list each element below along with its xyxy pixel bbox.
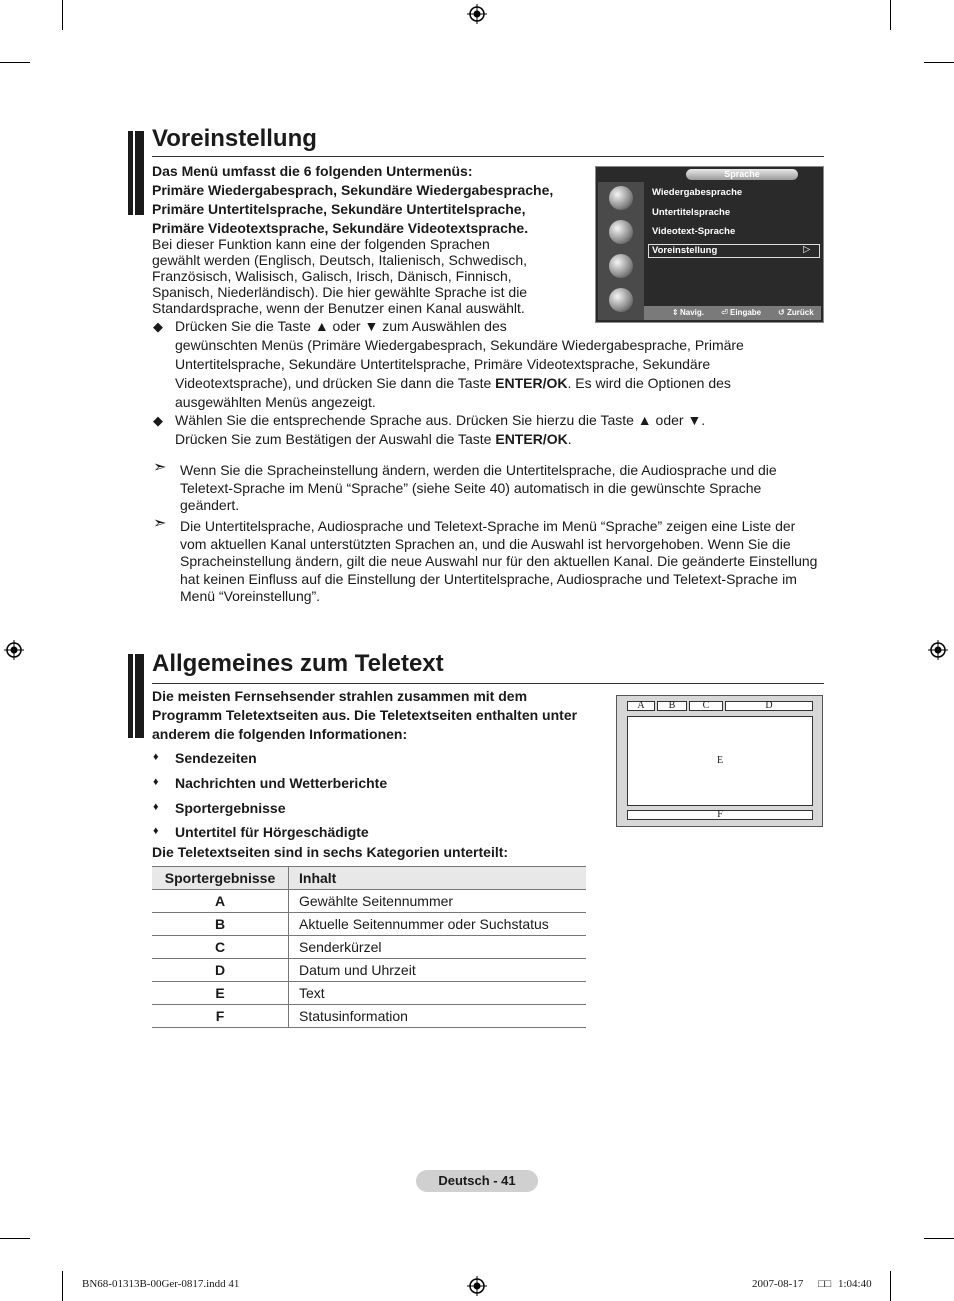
table-cell: E [152, 982, 289, 1005]
text-line: Französisch, Walisisch, Galisch, Irisch, Dänisch, Finnisch, [152, 268, 512, 284]
section-rule [152, 683, 824, 684]
menu-item-selected: Voreinstellung [652, 245, 718, 256]
menu-item: Wiedergabesprache [652, 187, 743, 198]
bullet-diamond-icon: ◆ [153, 413, 163, 428]
registration-mark-icon [928, 640, 948, 660]
crop-mark [924, 62, 954, 63]
text-line: Untertitelsprache, Sekundäre Untertitelsprache, Primäre Videotextsprache, Sekundäre [175, 356, 711, 372]
diagram-label-e: E [627, 716, 813, 806]
bullet-diamond-icon: ♦ [153, 776, 159, 788]
table-cell: D [152, 959, 289, 982]
crop-mark [0, 62, 30, 63]
note-arrow-icon: ➣ [153, 459, 167, 476]
table-cell: Senderkürzel [289, 936, 587, 959]
text-line: Bei dieser Funktion kann eine der folgenden Sprachen [152, 236, 490, 252]
registration-mark-icon [4, 640, 24, 660]
section-marker-bar [128, 654, 144, 738]
table-cell: B [152, 913, 289, 936]
table-header: Inhalt [289, 867, 587, 890]
teletext-categories-table [152, 866, 586, 1028]
footer-date: 2007-08-17 [752, 1278, 804, 1290]
footer-time: 1:04:40 [838, 1278, 872, 1290]
menu-icon-column [598, 182, 644, 320]
diagram-label-d: D [725, 701, 813, 711]
table-header-row [152, 867, 586, 890]
teletext-layout-diagram [616, 695, 823, 827]
table-row [152, 890, 586, 913]
table-cell: C [152, 936, 289, 959]
sound-icon [609, 220, 633, 244]
table-cell: Datum und Uhrzeit [289, 959, 587, 982]
bullet-diamond-icon: ♦ [153, 801, 159, 813]
return-icon: ↺ [778, 308, 785, 317]
table-cell: Gewählte Seitennummer [289, 890, 587, 913]
registration-mark-icon [467, 4, 487, 24]
table-cell: F [152, 1005, 289, 1028]
menu-item: Untertitelsprache [652, 207, 731, 218]
bullet-diamond-icon: ♦ [153, 825, 159, 837]
bullet-diamond-icon: ♦ [153, 751, 159, 763]
section-marker-bar [128, 131, 144, 215]
section-title: Voreinstellung [152, 125, 317, 152]
text-line: Wählen Sie die entsprechende Sprache aus. Drücken Sie hierzu die Taste ▲ oder ▼. [175, 412, 706, 428]
text-line: Die meisten Fernsehsender strahlen zusammen mit dem [152, 688, 528, 704]
menu-header: Sprache [686, 169, 798, 180]
picture-icon [609, 186, 633, 210]
footer-back-label: Zurück [787, 308, 814, 317]
text-line [175, 374, 825, 393]
text-line: Primäre Videotextsprache, Sekundäre Videotextsprache. [152, 220, 529, 236]
bullet-text [175, 317, 825, 412]
intro-bold [152, 162, 553, 238]
language-menu-screenshot [595, 166, 824, 323]
section-rule [152, 156, 824, 157]
section-title: Allgemeines zum Teletext [152, 650, 444, 677]
info-bullet: Nachrichten und Wetterberichte [175, 775, 388, 791]
footer-glyphs: □□ [818, 1278, 832, 1290]
table-header: Sportergebnisse [152, 867, 289, 890]
diagram-label-b: B [657, 701, 687, 711]
table-cell: A [152, 890, 289, 913]
page-number-badge: Deutsch - 41 [416, 1170, 538, 1192]
enter-icon: ⏎ [721, 308, 728, 317]
text-line: Primäre Wiedergabesprach, Sekundäre Wiedergabesprache, [152, 182, 554, 198]
text-line: Standardsprache, wenn der Benutzer einen Kanal auswählt. [152, 300, 525, 316]
menu-item: Videotext-Sprache [652, 226, 736, 237]
text-line: Drücken Sie die Taste ▲ oder ▼ zum Auswählen des [175, 318, 507, 334]
text-line: gewählt werden (Englisch, Deutsch, Italienisch, Schwedisch, [152, 252, 528, 268]
note-text: Wenn Sie die Spracheinstellung ändern, werden die Untertitelsprache, die Audiosprache und die Teletext-Sprache im Menü “Sprache” (siehe Seite 40) automatisch in die gewünschte Sprache geändert. [180, 462, 777, 513]
footer-nav-label: Navig. [680, 308, 705, 317]
info-bullet: Sendezeiten [175, 750, 257, 766]
info-bullet: Untertitel für Hörgeschädigte [175, 824, 369, 840]
channel-icon [609, 254, 633, 278]
diagram-label-c: C [689, 701, 723, 711]
table-row [152, 959, 586, 982]
text-line: ausgewählten Menüs angezeigt. [175, 394, 376, 410]
text-span: . Es wird die Optionen des [567, 375, 731, 391]
table-row [152, 936, 586, 959]
table-row [152, 913, 586, 936]
note-text: Die Untertitelsprache, Audiosprache und Teletext-Sprache im Menü “Sprache” zeigen eine Liste der vom aktuellen Kanal unterstützten Sprachen an, und die Auswahl ist hervorgehoben. Wenn Sie die Spracheinstellung ändern, gilt die neue Auswahl nur für den aktuellen Kanal. Die geänderte Einstellung hat keinen Einfluss auf die Einstellung der Untertitelsprache, Audiosprache und Teletext-Sprache im Menü “Voreinstellung”. [180, 518, 818, 604]
key-name: ENTER/OK [495, 375, 568, 391]
footer-enter-label: Eingabe [730, 308, 762, 317]
table-cell: Aktuelle Seitennummer oder Suchstatus [289, 913, 587, 936]
text-line: Programm Teletextseiten aus. Die Teletextseiten enthalten unter [152, 707, 578, 723]
setup-icon [609, 288, 633, 312]
crop-mark [890, 1271, 891, 1301]
crop-mark [62, 1271, 63, 1301]
crop-mark [890, 0, 891, 30]
intro-text [152, 236, 527, 316]
table-cell: Text [289, 982, 587, 1005]
text-span: . [567, 431, 572, 447]
arrow-right-icon: ▷ [803, 244, 811, 255]
diagram-label-f: F [627, 810, 813, 820]
categories-intro: Die Teletextseiten sind in sechs Kategorien unterteilt: [152, 844, 509, 860]
table-row [152, 1005, 586, 1028]
text-line: anderem die folgenden Informationen: [152, 726, 408, 742]
registration-mark-icon [467, 1276, 487, 1296]
crop-mark [0, 1238, 30, 1239]
key-name: ENTER/OK [495, 431, 568, 447]
text-span: Drücken Sie zum Bestätigen der Auswahl die Taste [175, 431, 496, 447]
text-line: Primäre Untertitelsprache, Sekundäre Untertitelsprache, [152, 201, 526, 217]
intro-bold [152, 687, 577, 744]
crop-mark [924, 1238, 954, 1239]
bullet-text [175, 411, 825, 449]
table-row [152, 982, 586, 1005]
footer-filename: BN68-01313B-00Ger-0817.indd 41 [82, 1278, 240, 1290]
text-span: Videotextsprache), und drücken Sie dann die Taste [175, 375, 496, 391]
diagram-label-a: A [627, 701, 655, 711]
table-cell: Statusinformation [289, 1005, 587, 1028]
crop-mark [62, 0, 63, 30]
text-line: Spanisch, Niederländisch). Die hier gewählte Sprache ist die [152, 284, 528, 300]
text-line [175, 430, 825, 449]
note-arrow-icon: ➣ [153, 515, 167, 532]
info-bullet: Sportergebnisse [175, 800, 286, 816]
bullet-diamond-icon: ◆ [153, 319, 163, 334]
text-line: Das Menü umfasst die 6 folgenden Untermenüs: [152, 163, 473, 179]
updown-icon: ⇕ [672, 308, 679, 317]
text-line: gewünschten Menüs (Primäre Wiedergabesprach, Sekundäre Wiedergabesprache, Primäre [175, 337, 744, 353]
